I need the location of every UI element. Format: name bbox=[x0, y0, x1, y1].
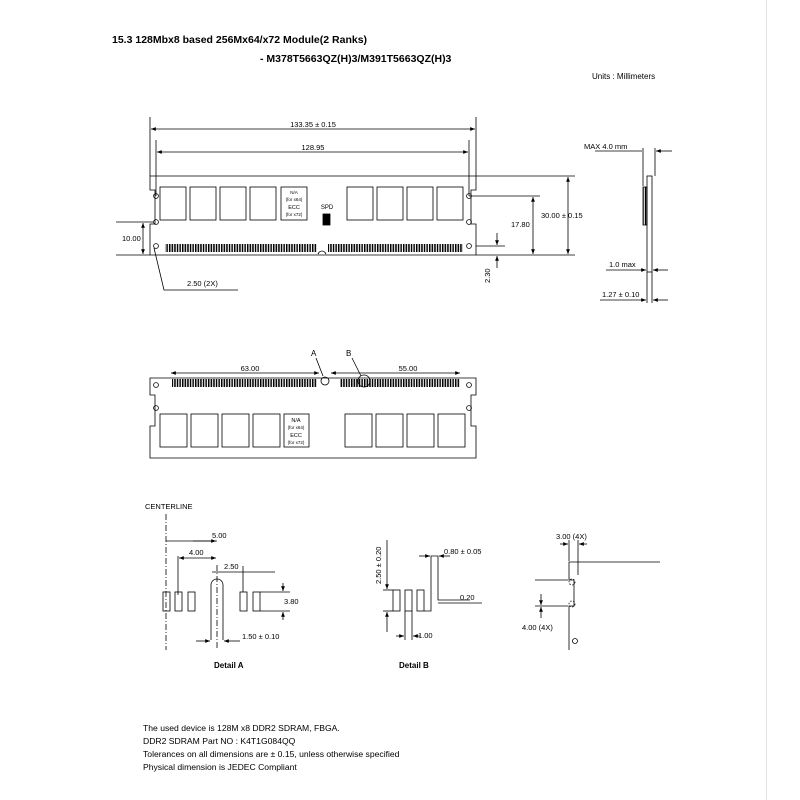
back-module-outline bbox=[150, 378, 476, 458]
side-chip-stack bbox=[643, 187, 647, 225]
front-ecc-label-1: N/A bbox=[290, 190, 298, 195]
front-chip bbox=[220, 187, 246, 220]
front-hole-left-mid bbox=[154, 220, 159, 225]
dim-a-150: 1.50 ± 0.10 bbox=[242, 632, 280, 641]
dim-overall-width: 133.35 ± 0.15 bbox=[290, 120, 336, 129]
front-chip bbox=[190, 187, 216, 220]
front-chip bbox=[250, 187, 276, 220]
dim-b-250: 2.50 ± 0.20 bbox=[374, 546, 383, 584]
back-ecc-label-4: (for x72) bbox=[287, 440, 305, 445]
detail-b-marker: B bbox=[346, 349, 352, 358]
back-hole bbox=[467, 383, 472, 388]
front-ecc-label-3: ECC bbox=[288, 205, 300, 211]
front-chip bbox=[377, 187, 403, 220]
dim-key-height: 17.80 bbox=[511, 220, 530, 229]
front-pins-right bbox=[328, 244, 463, 252]
spd-chip bbox=[323, 214, 330, 225]
dim-left-hole: 10.00 bbox=[122, 234, 141, 243]
note-line: Physical dimension is JEDEC Compliant bbox=[143, 762, 297, 772]
note-line: Tolerances on all dimensions are ± 0.15, unless otherwise specified bbox=[143, 749, 400, 759]
detail-a-pin bbox=[188, 592, 195, 611]
back-ecc-label-3: ECC bbox=[290, 433, 302, 439]
detail-a-pin bbox=[175, 592, 182, 611]
back-chip bbox=[345, 414, 372, 447]
dim-b-020: 0.20 bbox=[460, 593, 475, 602]
dim-back-right: 55.00 bbox=[398, 364, 418, 373]
note-line: DDR2 SDRAM Part NO : K4T1G084QQ bbox=[143, 736, 296, 746]
back-pins-left bbox=[172, 379, 317, 387]
front-ecc-label-4: (for x72) bbox=[285, 212, 303, 217]
back-chip bbox=[191, 414, 218, 447]
back-ecc-label-2: (for x64) bbox=[287, 425, 305, 430]
detail-c-mount-hole bbox=[573, 639, 578, 644]
dim-b-080: 0.80 ± 0.05 bbox=[444, 547, 482, 556]
detail-b-pin bbox=[417, 590, 424, 611]
dim-max-thickness: MAX 4.0 mm bbox=[584, 142, 628, 151]
side-pcb bbox=[647, 176, 652, 272]
front-hole-right-bottom bbox=[467, 244, 472, 249]
note-line: The used device is 128M x8 DDR2 SDRAM, FBGA. bbox=[143, 723, 340, 733]
front-chip bbox=[160, 187, 186, 220]
dim-pcb-thickness: 1.27 ± 0.10 bbox=[602, 290, 640, 299]
dim-back-left: 63.00 bbox=[240, 364, 260, 373]
units-label: Units : Millimeters bbox=[592, 72, 656, 81]
back-chip bbox=[222, 414, 249, 447]
front-pins-left bbox=[165, 244, 317, 252]
back-chip bbox=[253, 414, 280, 447]
back-chip bbox=[407, 414, 434, 447]
dim-b-100: 1.00 bbox=[418, 631, 433, 640]
spd-label: SPD bbox=[320, 205, 334, 211]
back-hole bbox=[154, 383, 159, 388]
front-chip bbox=[437, 187, 463, 220]
detail-c bbox=[522, 532, 660, 650]
detail-a-pin bbox=[253, 592, 260, 611]
back-view bbox=[150, 349, 476, 458]
dim-hole-diameter: 2.50 (2X) bbox=[187, 279, 218, 288]
detail-b-pin bbox=[405, 590, 412, 611]
dim-a-500: 5.00 bbox=[212, 531, 227, 540]
detail-a bbox=[145, 502, 299, 670]
front-module-outline bbox=[150, 176, 476, 255]
detail-a-label: Detail A bbox=[214, 661, 244, 670]
dim-a-380: 3.80 bbox=[284, 597, 299, 606]
detail-b-pin bbox=[393, 590, 400, 611]
dim-bottom: 2.30 bbox=[483, 268, 492, 283]
detail-a-pin bbox=[163, 592, 170, 611]
side-view bbox=[584, 142, 672, 303]
front-key-notch bbox=[318, 251, 326, 255]
front-chip bbox=[347, 187, 373, 220]
front-ecc-label-2: (for x64) bbox=[285, 197, 303, 202]
dim-pcb-max: 1.0 max bbox=[609, 260, 636, 269]
notes-block bbox=[143, 722, 399, 774]
centerline-label: CENTERLINE bbox=[145, 502, 193, 511]
part-number-title: - M378T5663QZ(H)3/M391T5663QZ(H)3 bbox=[260, 53, 452, 65]
front-view bbox=[116, 117, 583, 290]
dim-c-300: 3.00 (4X) bbox=[556, 532, 587, 541]
dim-a-250: 2.50 bbox=[224, 562, 239, 571]
back-chip bbox=[376, 414, 403, 447]
front-chip bbox=[407, 187, 433, 220]
dim-a-400: 4.00 bbox=[189, 548, 204, 557]
detail-a-pin bbox=[240, 592, 247, 611]
detail-b bbox=[374, 540, 482, 670]
section-title: 15.3 128Mbx8 based 256Mx64/x72 Module(2 Ranks) bbox=[112, 34, 368, 46]
back-ecc-label-1: N/A bbox=[291, 418, 301, 424]
front-hole-left-bottom bbox=[154, 244, 159, 249]
back-chip bbox=[438, 414, 465, 447]
detail-c-pcb-edge bbox=[569, 562, 660, 650]
back-hole bbox=[154, 406, 159, 411]
detail-b-label: Detail B bbox=[399, 661, 429, 670]
back-chip bbox=[160, 414, 187, 447]
dim-inner-width: 128.95 bbox=[301, 143, 325, 152]
detail-a-marker: A bbox=[311, 349, 317, 358]
dim-height: 30.00 ± 0.15 bbox=[541, 211, 583, 220]
dim-c-400: 4.00 (4X) bbox=[522, 623, 553, 632]
